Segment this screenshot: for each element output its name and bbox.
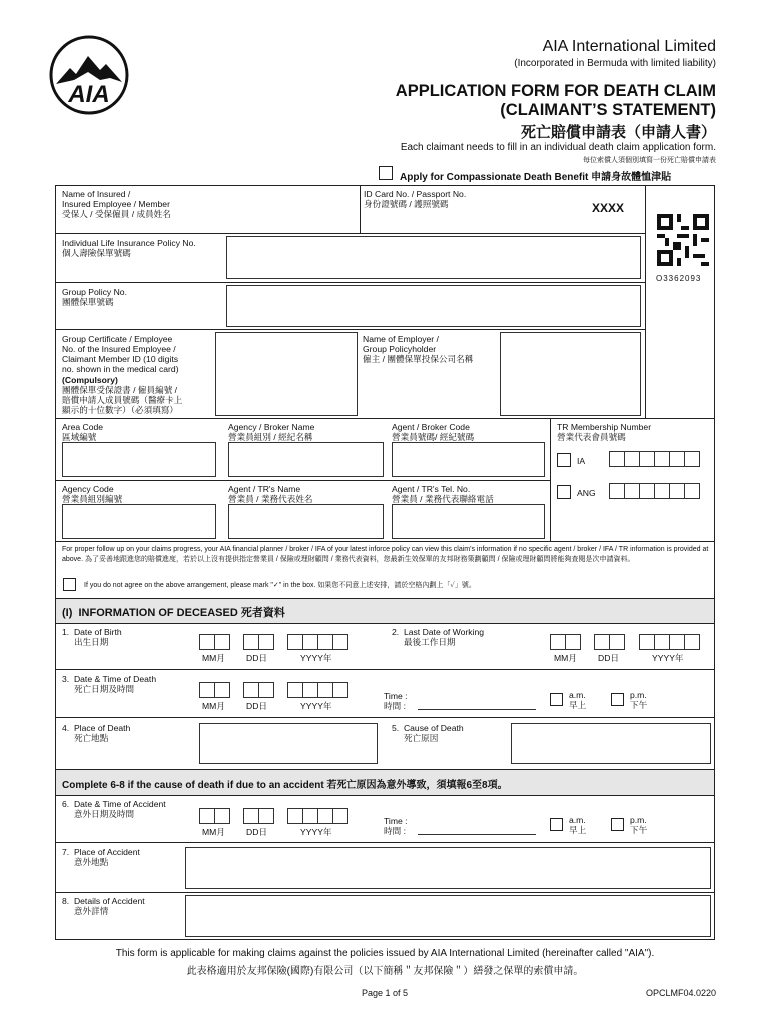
individual-policy-field[interactable] <box>226 236 641 279</box>
accident-details-field[interactable] <box>185 895 711 937</box>
death-time-line[interactable] <box>418 709 536 710</box>
agent-tr-tel-field[interactable] <box>392 504 545 539</box>
qr-code-number: O3362093 <box>656 274 702 283</box>
accident-am-label: a.m. 早上 <box>569 815 587 835</box>
death-year-boxes[interactable] <box>287 682 347 698</box>
ang-number-boxes[interactable] <box>609 483 699 499</box>
page-number: Page 1 of 5 <box>361 988 409 998</box>
q1-label: 1. Date of Birth 出生日期 <box>62 627 122 647</box>
accident-dd: DD日 <box>246 827 268 837</box>
death-time-label: Time : 時間 : <box>384 691 408 711</box>
place-of-death-field[interactable] <box>199 723 378 764</box>
employer-label: Name of Employer / Group Policyholder 僱主 / 團體保單投保公司名稱 <box>363 334 474 364</box>
agency-broker-name-field[interactable] <box>228 442 384 477</box>
agency-code-field[interactable] <box>62 504 216 539</box>
group-cert-field[interactable] <box>215 332 358 416</box>
form-title-zh: 死亡賠償申請表（申請人書） <box>520 124 716 141</box>
death-pm-checkbox[interactable] <box>611 693 624 706</box>
ang-checkbox[interactable] <box>557 485 571 499</box>
svg-text:AIA: AIA <box>68 81 110 108</box>
accident-yyyy: YYYY年 <box>300 827 332 837</box>
employer-field[interactable] <box>500 332 641 416</box>
claimant-note: Each claimant needs to fill in an individual death claim application form. <box>400 142 716 153</box>
ang-label: ANG <box>577 488 596 498</box>
insured-name-field[interactable] <box>200 189 356 229</box>
q5-label: 5. Cause of Death 死亡原因 <box>392 723 464 743</box>
death-am-checkbox[interactable] <box>550 693 563 706</box>
agent-broker-code-field[interactable] <box>392 442 545 477</box>
lastwork-day-boxes[interactable] <box>594 634 624 650</box>
compassionate-checkbox[interactable] <box>379 166 393 180</box>
group-policy-label: Group Policy No. 團體保單號碼 <box>62 287 127 307</box>
opt-out-text: If you do not agree on the above arrangement, please mark "✓" in the box. 如果您不同意上述安排，請於空格內劃上「✓」號。 <box>84 582 476 589</box>
area-code-label: Area Code 區域編號 <box>62 422 104 442</box>
section1-title: (I) INFORMATION OF DECEASED 死者資料 <box>62 607 285 619</box>
lastwork-month-boxes[interactable] <box>550 634 580 650</box>
aia-logo <box>48 34 130 116</box>
accident-mm: MM月 <box>202 827 225 837</box>
death-dd: DD日 <box>246 701 268 711</box>
agent-tr-name-label: Agent / TR's Name 營業員 / 業務代表姓名 <box>228 484 313 504</box>
group-cert-label: Group Certificate / Employee No. of the Insured Employee / Claimant Member ID (10 digits no. shown in the medical card) <box>62 334 179 374</box>
accident-pm-label: p.m. 下午 <box>630 815 648 835</box>
accident-year-boxes[interactable] <box>287 808 347 824</box>
accident-day-boxes[interactable] <box>243 808 273 824</box>
compassionate-label: Apply for Compassionate Death Benefit 申請身故體恤津貼 <box>400 172 672 183</box>
death-am-label: a.m. 早上 <box>569 690 587 710</box>
lastwork-yyyy: YYYY年 <box>652 653 684 663</box>
q8-label: 8. Details of Accident 意外詳情 <box>62 896 145 916</box>
consent-text: For proper follow up on your claims progress, your AIA financial planner / broker / IFA of your latest inforce policy can view this claim's information if no specific agent / broker / IFA / TR information is provided at above. 為了妥善地跟進您的賠償進度，若於以上沒有提供指定營業員 / 保險或理財顧問 / 業務代表資料，您最新生效保單的友邦財務策劃顧問 / 保險或理財顧問將能夠查閱是次申請資料。 <box>62 546 709 563</box>
lastwork-mm: MM月 <box>554 653 577 663</box>
q7-label: 7. Place of Accident 意外地點 <box>62 847 140 867</box>
company-name: AIA International Limited <box>542 38 716 55</box>
death-mm: MM月 <box>202 701 225 711</box>
accident-time-line[interactable] <box>418 834 536 835</box>
individual-policy-label: Individual Life Insurance Policy No. 個人壽險保單號碼 <box>62 238 196 258</box>
lastwork-dd: DD日 <box>598 653 620 663</box>
place-of-accident-field[interactable] <box>185 847 711 889</box>
form-code: OPCLMF04.0220 <box>645 988 716 998</box>
death-pm-label: p.m. 下午 <box>630 690 648 710</box>
footer-note-zh: 此表格適用於友邦保險(國際)有限公司（以下簡稱＂友邦保險＂）繕發之保單的索償申請。 <box>186 966 584 977</box>
claimant-note-zh: 每位索償人須個別填寫一份死亡賠償申請表 <box>583 157 716 164</box>
birth-yyyy: YYYY年 <box>300 653 332 663</box>
form-title: APPLICATION FORM FOR DEATH CLAIM <box>395 82 716 100</box>
agent-tr-name-field[interactable] <box>228 504 384 539</box>
footer-note-en: This form is applicable for making claims against the policies issued by AIA International Limited (hereinafter called "AIA"). <box>115 948 655 959</box>
ia-checkbox[interactable] <box>557 453 571 467</box>
opt-out-checkbox[interactable] <box>63 578 76 591</box>
death-month-boxes[interactable] <box>199 682 229 698</box>
birth-dd: DD日 <box>246 653 268 663</box>
insured-name-label: Name of Insured / Insured Employee / Member 受保人 / 受保僱員 / 成員姓名 <box>62 189 171 219</box>
cause-of-death-field[interactable] <box>511 723 711 764</box>
tr-membership-label: TR Membership Number 營業代表會員號碼 <box>557 422 652 442</box>
birth-month-boxes[interactable] <box>199 634 229 650</box>
agency-broker-name-label: Agency / Broker Name 營業員組別 / 經紀名稱 <box>228 422 315 442</box>
group-policy-field[interactable] <box>226 285 641 327</box>
birth-day-boxes[interactable] <box>243 634 273 650</box>
q2-label: 2. Last Date of Working 最後工作日期 <box>392 627 485 647</box>
incorporated-note: (Incorporated in Bermuda with limited liability) <box>514 58 716 69</box>
group-cert-compulsory: (Compulsory) <box>62 375 118 385</box>
death-yyyy: YYYY年 <box>300 701 332 711</box>
area-code-field[interactable] <box>62 442 216 477</box>
accident-time-label: Time : 時間 : <box>384 816 408 836</box>
accident-am-checkbox[interactable] <box>550 818 563 831</box>
ia-number-boxes[interactable] <box>609 451 699 467</box>
group-cert-label-zh: 團體保單受保證書 / 僱員編號 / 賠償申請人成員號碼（醫療卡上 顯示的十位數字）（必須填寫） <box>62 385 183 415</box>
id-card-value[interactable]: XXXX <box>592 201 625 215</box>
agency-code-label: Agency Code 營業員組別編號 <box>62 484 123 504</box>
birth-mm: MM月 <box>202 653 225 663</box>
birth-year-boxes[interactable] <box>287 634 347 650</box>
accident-section-title: Complete 6-8 if the cause of death if due to an accident 若死亡原因為意外導致，須填報6至8項。 <box>62 780 508 791</box>
lastwork-year-boxes[interactable] <box>639 634 699 650</box>
form-subtitle: (CLAIMANT’S STATEMENT) <box>500 101 716 119</box>
q6-label: 6. Date & Time of Accident 意外日期及時間 <box>62 799 166 819</box>
accident-pm-checkbox[interactable] <box>611 818 624 831</box>
accident-month-boxes[interactable] <box>199 808 229 824</box>
death-day-boxes[interactable] <box>243 682 273 698</box>
agent-tr-tel-label: Agent / TR's Tel. No. 營業員 / 業務代表聯絡電話 <box>392 484 494 504</box>
id-card-label: ID Card No. / Passport No. 身份證號碼 / 護照號碼 <box>364 189 467 209</box>
agent-broker-code-label: Agent / Broker Code 營業員號碼/ 經紀號碼 <box>392 422 475 442</box>
ia-label: IA <box>577 456 586 466</box>
q4-label: 4. Place of Death 死亡地點 <box>62 723 131 743</box>
q3-label: 3. Date & Time of Death 死亡日期及時間 <box>62 674 157 694</box>
